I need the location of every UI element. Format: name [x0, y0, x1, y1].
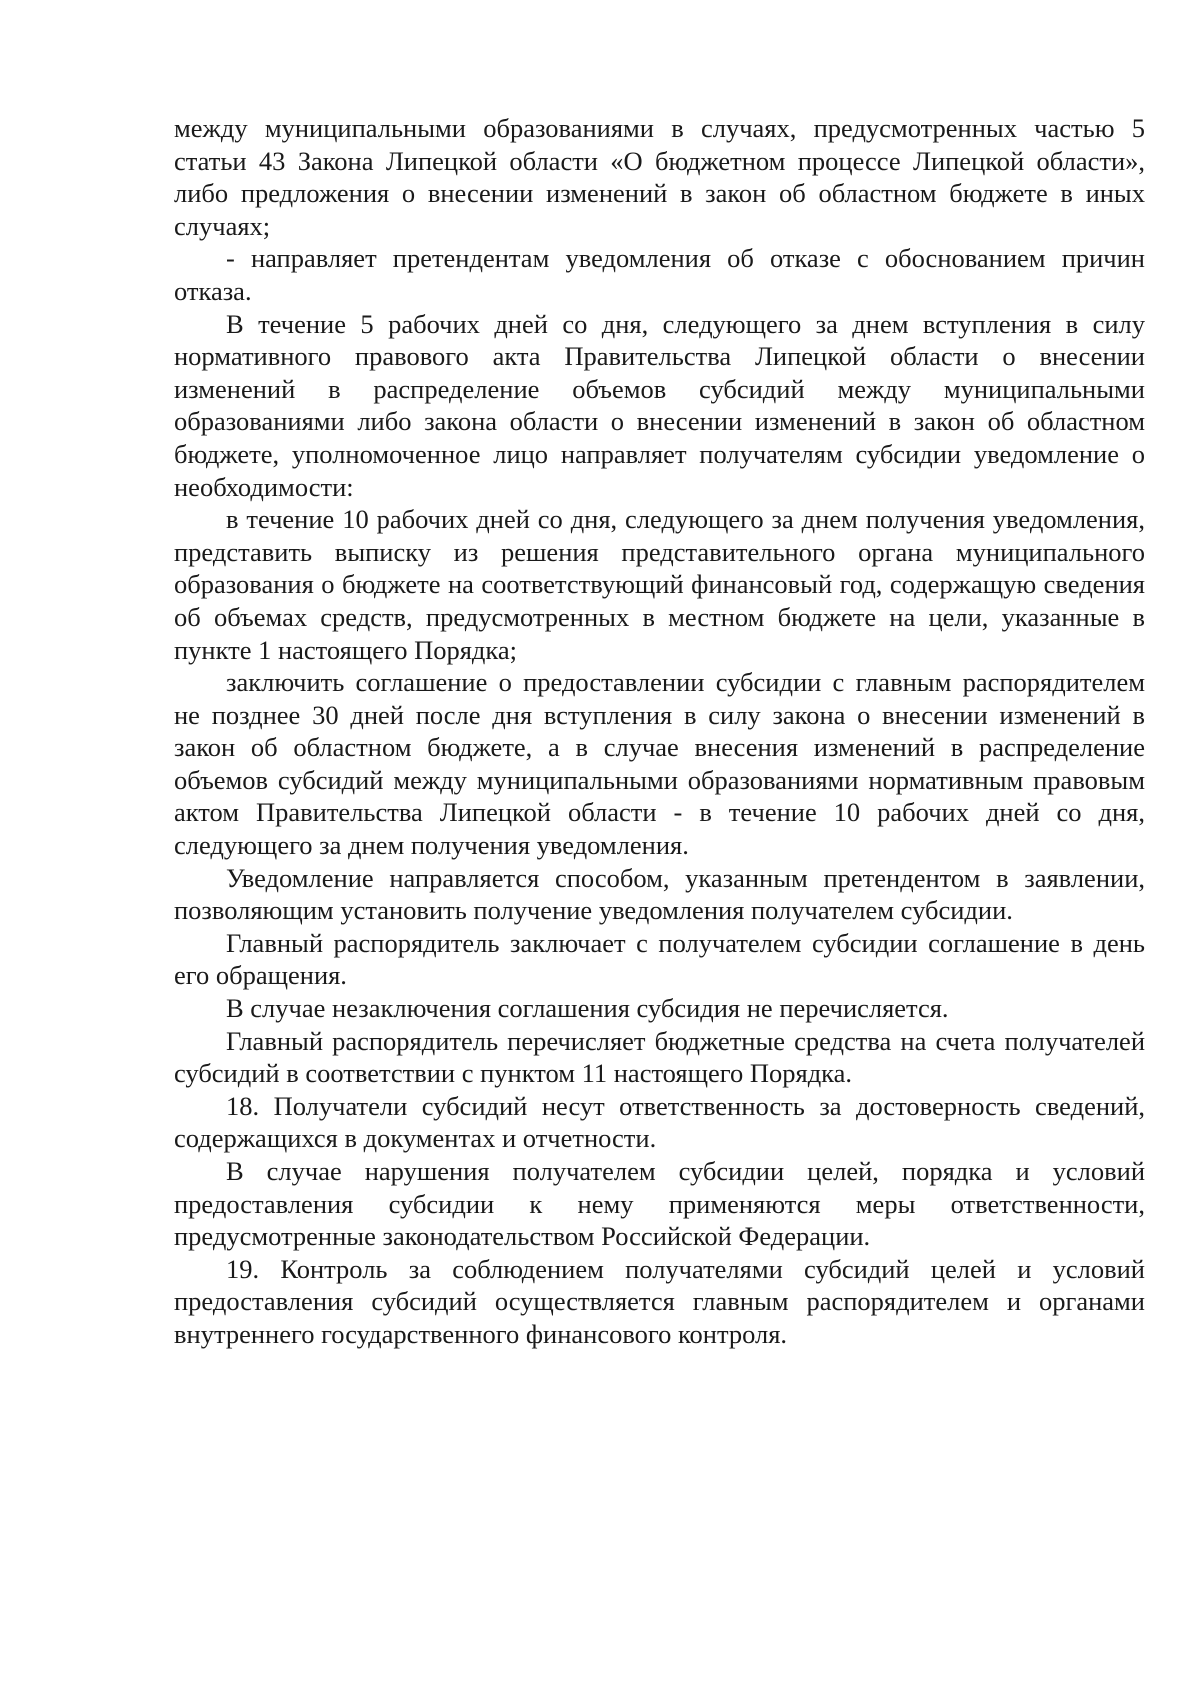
- paragraph: 18. Получатели субсидий несут ответственность за достоверность сведений, содержащихся в документах и отчетности.: [174, 1090, 1145, 1154]
- paragraph: - направляет претендентам уведомления об отказе с обоснованием причин отказа.: [174, 243, 1145, 306]
- paragraph: Главный распорядитель заключает с получателем субсидии соглашение в день его обращения.: [174, 927, 1145, 991]
- paragraph: В случае нарушения получателем субсидии целей, порядка и условий предоставления субсидии к нему применяются меры ответственности, предусмотренные законодательством Российской Федерации.: [174, 1156, 1145, 1252]
- paragraph: Главный распорядитель перечисляет бюджетные средства на счета получателей субсидий в соответствии с пунктом 11 настоящего Порядка.: [174, 1025, 1145, 1089]
- paragraph: между муниципальными образованиями в случаях, предусмотренных частью 5 статьи 43 Закона Липецкой области «О бюджетном процессе Липецкой области», либо предложения о внесении изменений в закон об областном бюджете в иных случаях;: [174, 113, 1145, 241]
- paragraph: в течение 10 рабочих дней со дня, следующего за днем получения уведомления, представить выписку из решения представительного органа муниципального образования о бюджете на соответствующий финансовый год, содержащую сведения об объемах средств, предусмотренных в местном бюджете на цели, указанные в пункте 1 настоящего Порядка;: [174, 504, 1145, 665]
- paragraph: В течение 5 рабочих дней со дня, следующего за днем вступления в силу нормативного правового акта Правительства Липецкой области о внесении изменений в распределение объемов субсидий между муниципальными образованиями либо закона области о внесении изменений в закон об областном бюджете, уполномоченное лицо направляет получателям субсидии уведомление о необходимости:: [174, 308, 1145, 502]
- document-body: [174, 112, 1145, 1351]
- paragraph: 19. Контроль за соблюдением получателями субсидий целей и условий предоставления субсидий осуществляется главным распорядителем и органами внутреннего государственного финансового контроля.: [174, 1253, 1145, 1349]
- paragraph: заключить соглашение о предоставлении субсидии с главным распорядителем не позднее 30 дней после дня вступления в силу закона о внесении изменений в закон об областном бюджете, а в случае внесения изменений в распределение объемов субсидий между муниципальными образованиями нормативным правовым актом Правительства Липецкой области - в течение 10 рабочих дней со дня, следующего за днем получения уведомления.: [174, 667, 1145, 861]
- paragraph: Уведомление направляется способом, указанным претендентом в заявлении, позволяющим установить получение уведомления получателем субсидии.: [174, 862, 1145, 926]
- paragraph: В случае незаключения соглашения субсидия не перечисляется.: [226, 993, 949, 1024]
